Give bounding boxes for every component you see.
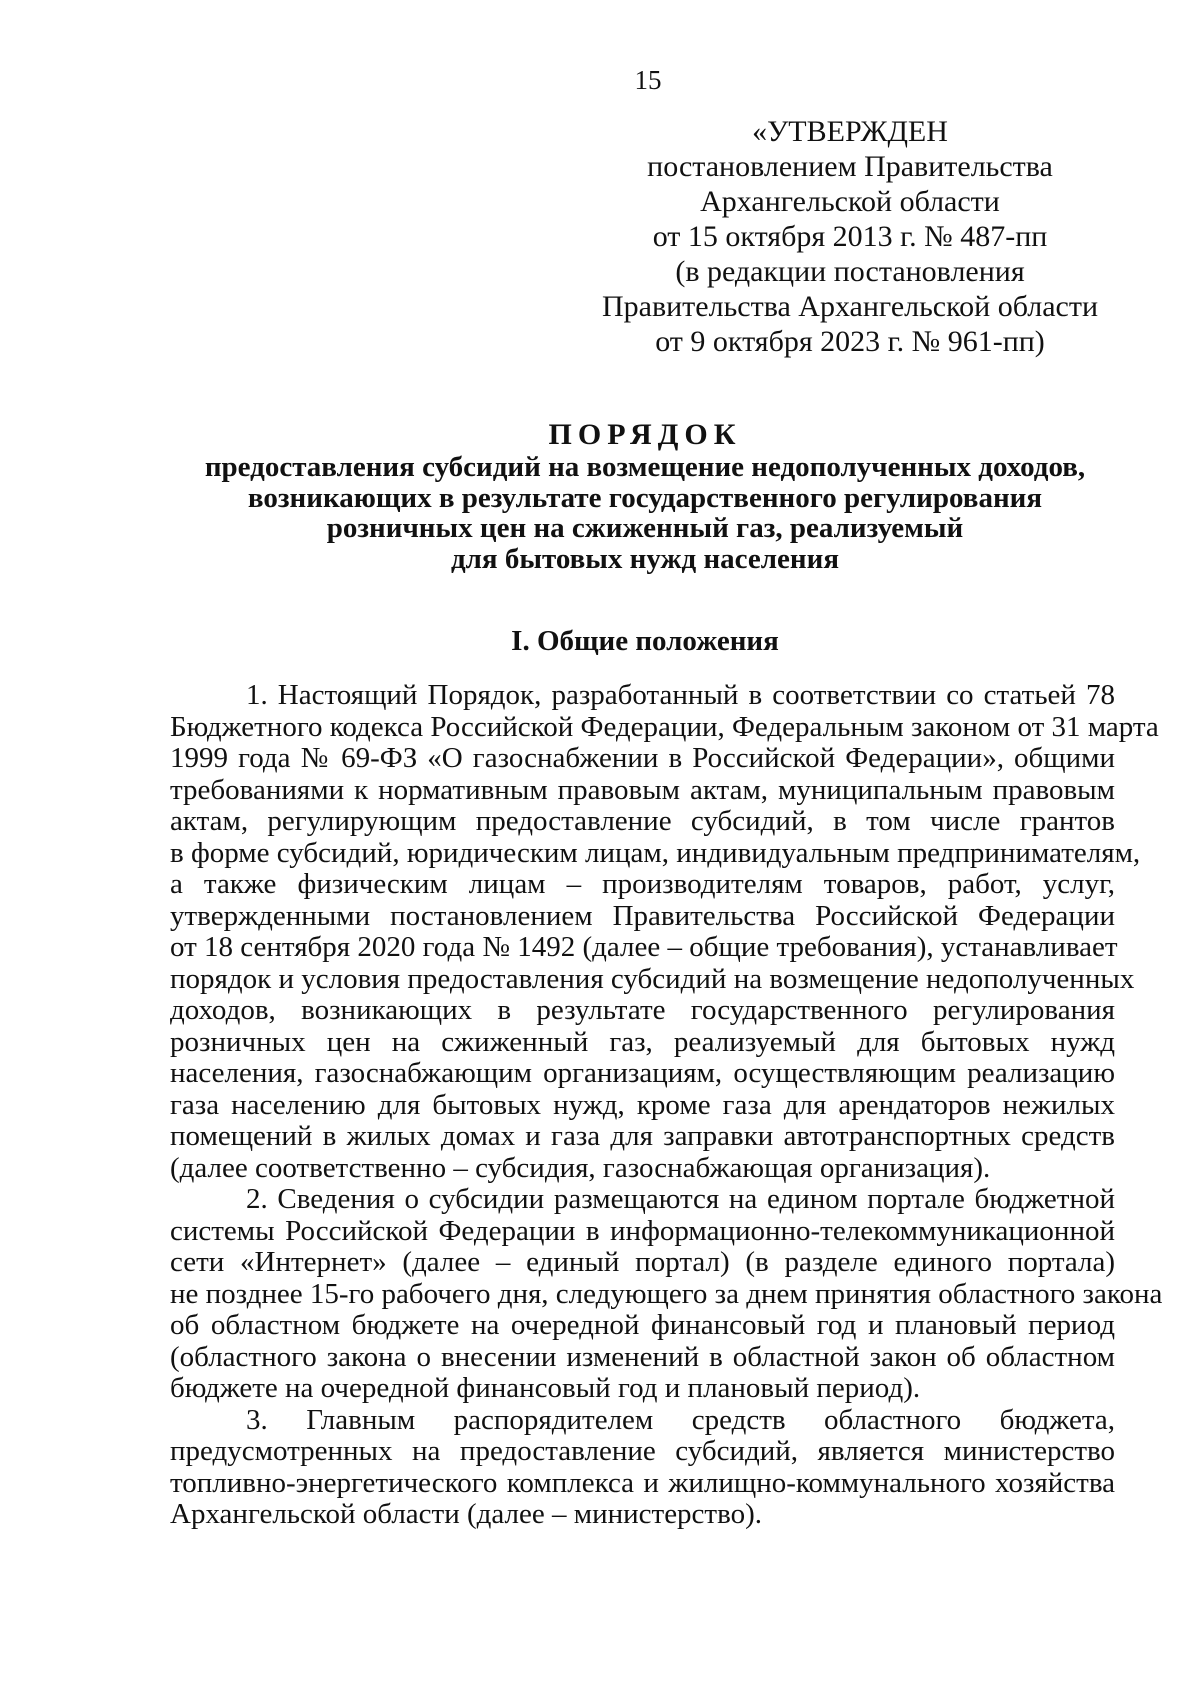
approval-line: от 9 октября 2023 г. № 961-пп) — [655, 325, 1045, 358]
paragraph-line: утвержденными постановлением Правительства Российской Федерации — [170, 899, 1115, 932]
paragraph-line: 1. Настоящий Порядок, разработанный в соответствии со статьей 78 — [246, 679, 1115, 711]
approval-line: (в редакции постановления — [675, 255, 1025, 288]
paragraph-line: (далее соответственно – субсидия, газоснабжающая организация). — [170, 1151, 991, 1184]
document-title: ПОРЯДОК — [548, 418, 742, 451]
document-subtitle-line: предоставления субсидий на возмещение недополученных доходов, — [204, 451, 1086, 483]
paragraph-line: системы Российской Федерации в информационно-телекоммуникационной — [170, 1214, 1115, 1247]
paragraph-line: в форме субсидий, юридическим лицам, индивидуальным предпринимателям, — [170, 836, 1141, 869]
paragraph-line: от 18 сентября 2020 года № 1492 (далее – общие требования), устанавливает — [170, 931, 1118, 963]
paragraph-line: предусмотренных на предоставление субсидий, является министерство — [170, 1435, 1115, 1467]
paragraph-line: об областном бюджете на очередной финансовый год и плановый период — [170, 1309, 1115, 1341]
paragraph-line: топливно-энергетического комплекса и жилищно-коммунального хозяйства — [170, 1466, 1115, 1499]
paragraph-line: порядок и условия предоставления субсидий на возмещение недополученных — [170, 962, 1135, 995]
approval-line: Правительства Архангельской области — [601, 290, 1098, 323]
paragraph-line: бюджете на очередной финансовый год и плановый период). — [170, 1372, 921, 1404]
paragraph-line: 2. Сведения о субсидии размещаются на едином портале бюджетной — [246, 1183, 1115, 1215]
paragraph-3 — [170, 1405, 1115, 1531]
paragraph-line: не позднее 15-го рабочего дня, следующего за днем принятия областного закона — [170, 1277, 1163, 1310]
approval-line: Архангельской области — [700, 185, 1000, 218]
approval-line: «УТВЕРЖДЕН — [752, 115, 948, 148]
paragraph-line: 1999 года № 69-ФЗ «О газоснабжении в Российской Федерации», общими — [170, 742, 1115, 774]
paragraph-line: требованиями к нормативным правовым актам, муниципальным правовым — [170, 773, 1115, 806]
paragraph-line: газа населению для бытовых нужд, кроме газа для арендаторов нежилых — [170, 1088, 1115, 1121]
paragraph-line: доходов, возникающих в результате государственного регулирования — [170, 994, 1115, 1026]
paragraph-line: розничных цен на сжиженный газ, реализуемый для бытовых нужд — [170, 1025, 1115, 1058]
paragraph-line: а также физическим лицам – производителям товаров, работ, услуг, — [170, 868, 1115, 900]
approval-line: постановлением Правительства — [647, 150, 1053, 183]
paragraph-line: Архангельской области (далее – министерство). — [170, 1498, 763, 1530]
paragraph-line: (областного закона о внесении изменений в областной закон об областном — [170, 1340, 1115, 1373]
page-number: 15 — [634, 65, 662, 95]
paragraph-line: 3. Главным распорядителем средств областного бюджета, — [246, 1403, 1115, 1436]
paragraph-line: населения, газоснабжающим организациям, осуществляющим реализацию — [170, 1057, 1115, 1089]
body-text — [170, 679, 1163, 1531]
approval-stamp — [600, 114, 1100, 359]
paragraph-line: помещений в жилых домах и газа для заправки автотранспортных средств — [170, 1120, 1115, 1152]
document-subtitle-line: возникающих в результате государственного регулирования — [247, 481, 1043, 514]
paragraph-line: сети «Интернет» (далее – единый портал) (в разделе единого портала) — [170, 1246, 1115, 1278]
paragraph-line: Бюджетного кодекса Российской Федерации, Федеральным законом от 31 марта — [170, 710, 1159, 743]
paragraph-2 — [170, 1183, 1163, 1405]
paragraph-1 — [170, 679, 1159, 1184]
approval-line: от 15 октября 2013 г. № 487-пп — [652, 220, 1048, 253]
paragraph-line: актам, регулирующим предоставление субсидий, в том числе грантов — [170, 805, 1115, 837]
document-subtitle-line: розничных цен на сжиженный газ, реализуемый — [326, 512, 964, 544]
document-title-block — [170, 418, 1120, 574]
document-subtitle-line: для бытовых нужд населения — [450, 542, 840, 575]
section-heading: I. Общие положения — [511, 625, 779, 657]
